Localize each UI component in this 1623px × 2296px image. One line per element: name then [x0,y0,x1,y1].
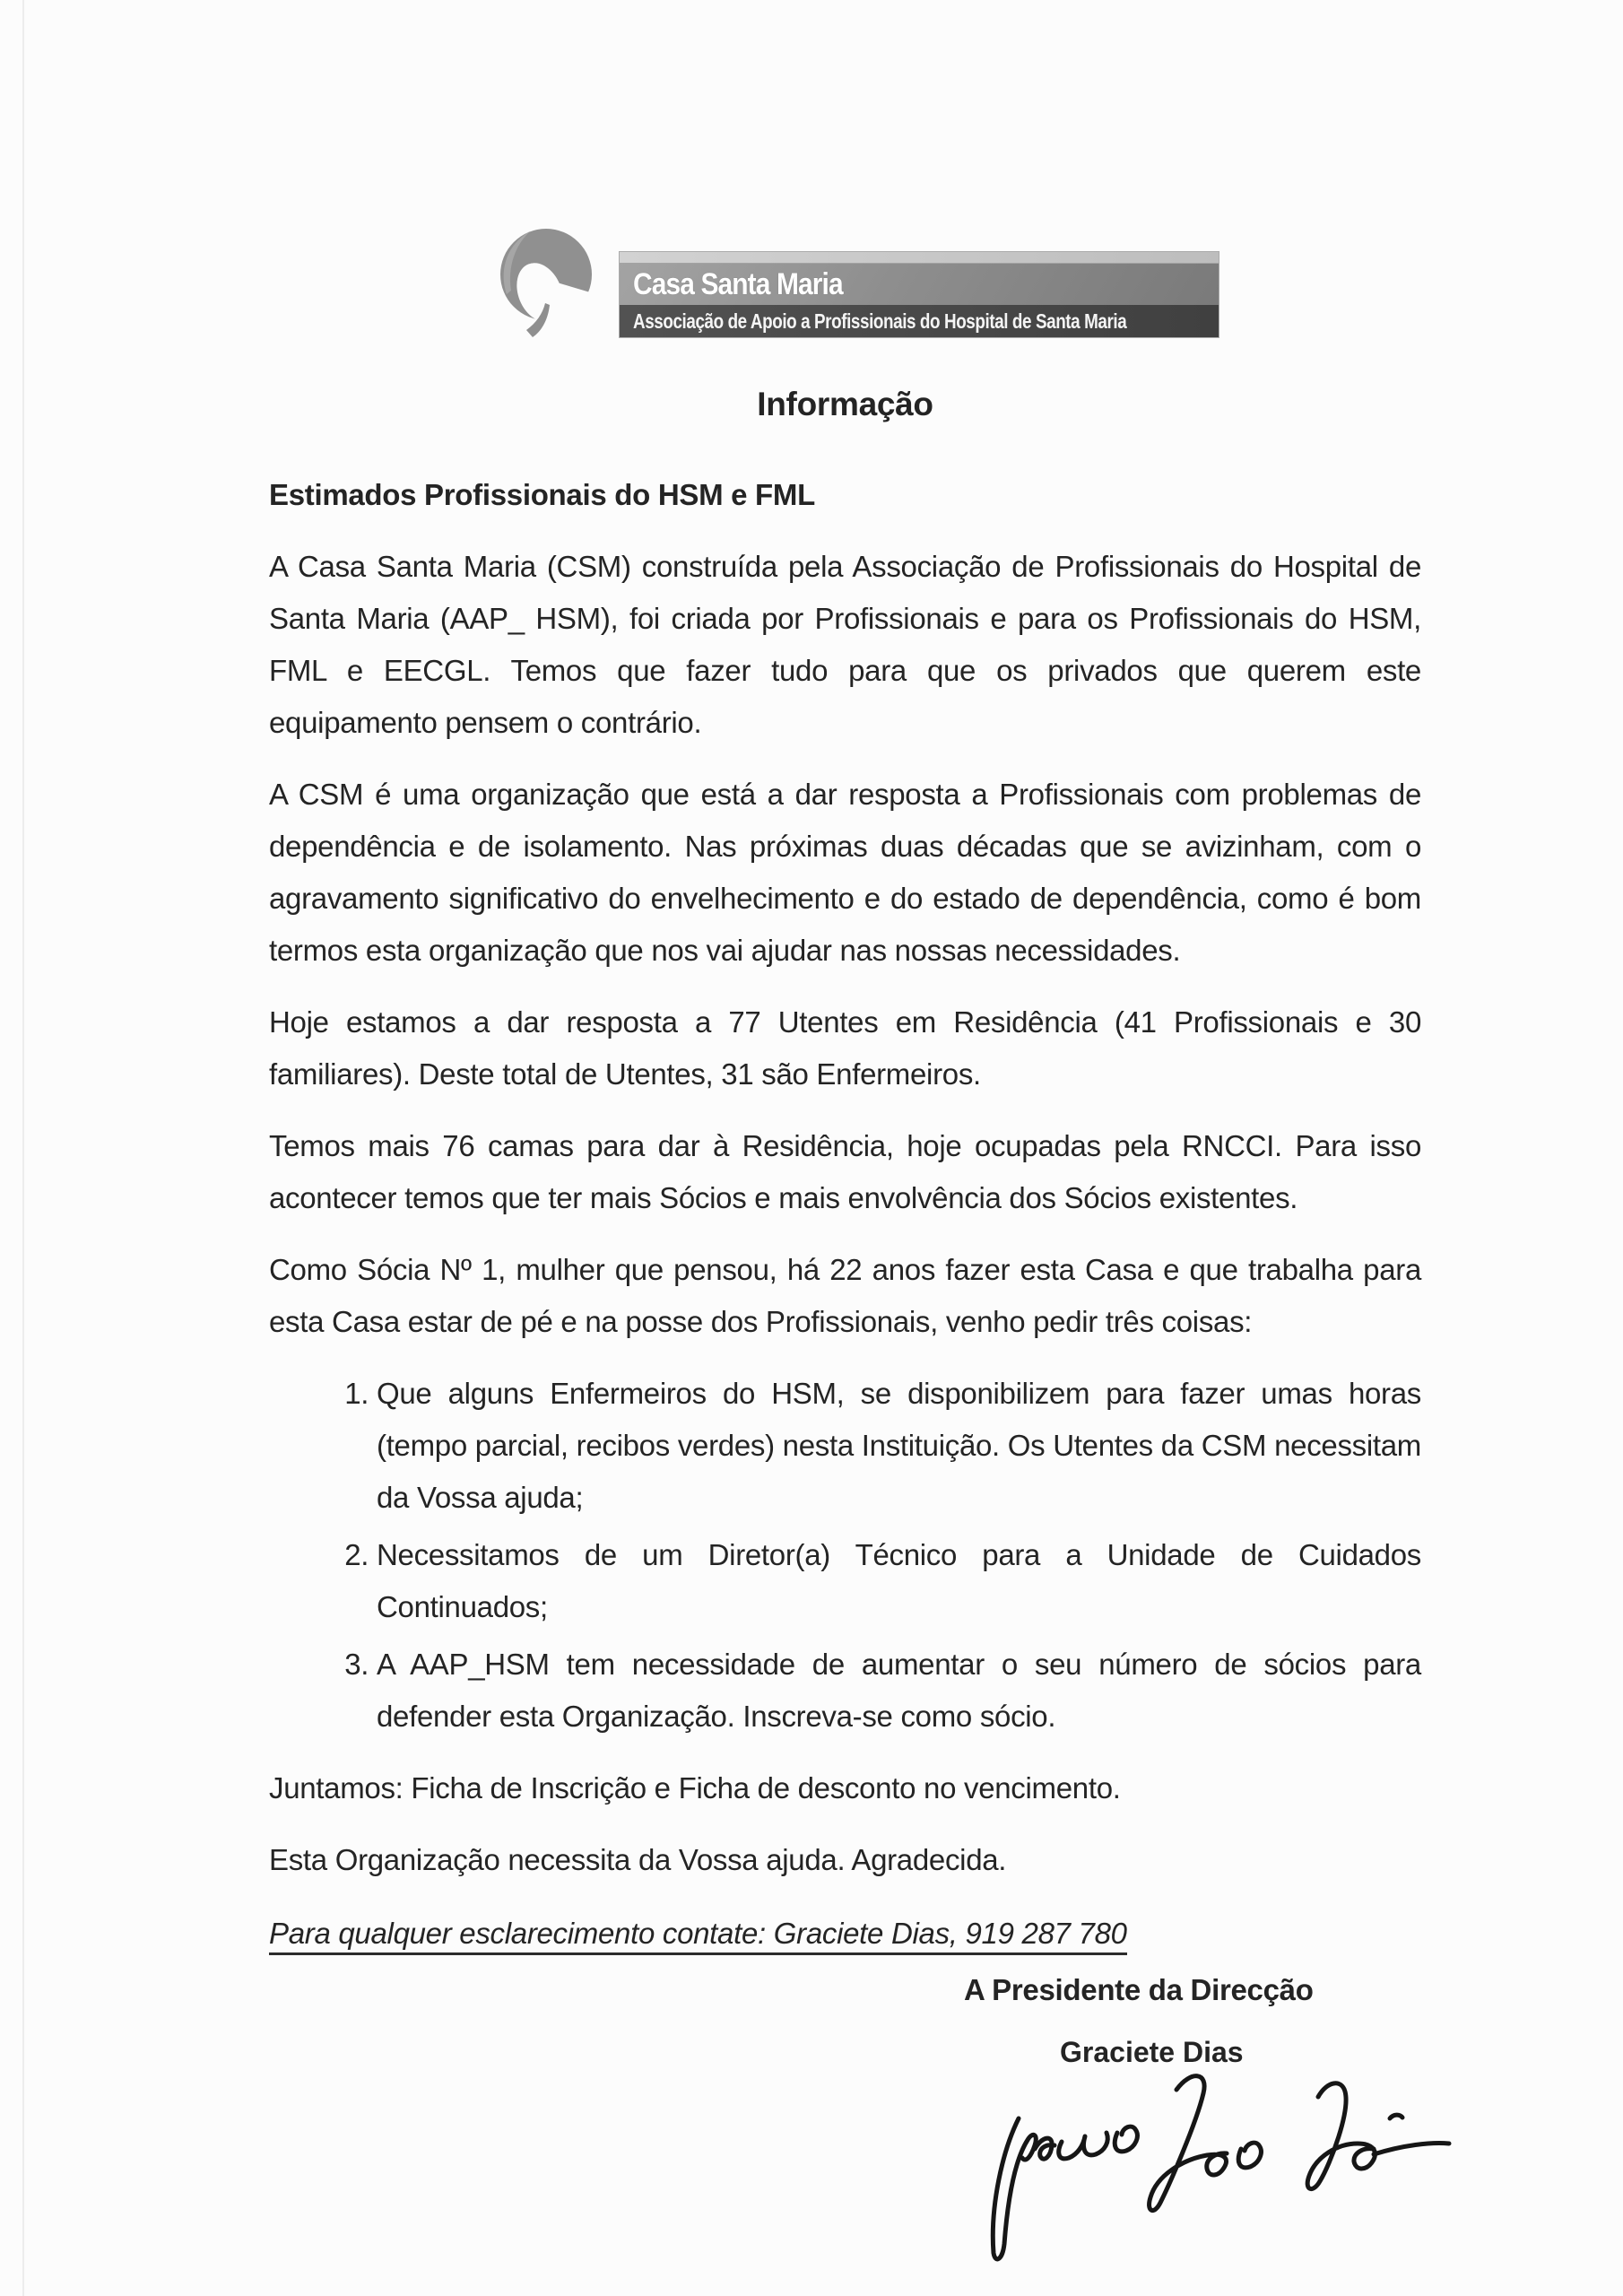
letter-paragraph-5: Como Sócia Nº 1, mulher que pensou, há 22 anos fazer esta Casa e que trabalha para esta Casa estar de pé e na posse dos Profissionais, venho pedir três coisas: [269,1253,1421,1338]
scan-artifact-line [22,0,24,2296]
signature-image [968,2063,1457,2269]
handwritten-signature-icon [968,2063,1457,2269]
org-name: Casa Santa Maria [633,266,843,301]
contact-line-row [269,1908,1421,1960]
request-item-1: 1. Que alguns Enfermeiros do HSM, se disponibilizem para fazer umas horas (tempo parcial, recibos verdes) nesta Instituição. Os Utentes da CSM necessitam da Vossa ajuda; [377,1368,1421,1524]
signoff-name: Graciete Dias [1060,2036,1244,2068]
signoff-role: A Presidente da Direcção [964,1973,1314,2006]
letter-salutation: Estimados Profissionais do HSM e FML [269,478,815,511]
request-list [269,1368,1421,1743]
letter-body [269,381,1421,1960]
request-item-2: 2. Necessitamos de um Diretor(a) Técnico para a Unidade de Cuidados Continuados; [377,1529,1421,1633]
crescent-logo-icon [496,221,596,339]
letter-paragraph-3: Hoje estamos a dar resposta a 77 Utentes em Residência (41 Profissionais e 30 familiares). Deste total de Utentes, 31 são Enfermeiros. [269,1005,1421,1091]
banner-subtitle-bar [620,305,1219,337]
letter-paragraph-4: Temos mais 76 camas para dar à Residência, hoje ocupadas pela RNCCI. Para isso acontecer temos que ter mais Sócios e mais envolvência dos Sócios existentes. [269,1129,1421,1214]
contact-line: Para qualquer esclarecimento contate: Graciete Dias, 919 287 780 [269,1917,1127,1955]
org-banner [619,251,1219,338]
banner-title-bar [620,264,1219,305]
letter-paragraph-2: A CSM é uma organização que está a dar resposta a Profissionais com problemas de dependência e de isolamento. Nas próximas duas décadas que se avizinham, com o agravamento significativo do envelhecimento e do estado de dependência, como é bom termos esta organização que nos vai ajudar nas nossas necessidades. [269,778,1421,967]
letter-title: Informação [757,386,933,422]
org-subtitle: Associação de Apoio a Profissionais do Hospital de Santa Maria [633,309,1127,333]
closing-paragraph-1: Juntamos: Ficha de Inscrição e Ficha de desconto no vencimento. [269,1771,1121,1805]
request-item-3: 3. A AAP_HSM tem necessidade de aumentar o seu número de sócios para defender esta Organização. Inscreva-se como sócio. [377,1639,1421,1743]
closing-paragraph-2: Esta Organização necessita da Vossa ajuda. Agradecida. [269,1843,1007,1876]
org-logo casa-santa-maria-logo-icon [496,221,596,339]
letter-paragraph-1: A Casa Santa Maria (CSM) construída pela Associação de Profissionais do Hospital de Santa Maria (AAP_ HSM), foi criada por Profissionais e para os Profissionais do HSM, FML e EECGL. Temos que fazer tudo para que os privados que querem este equipamento pensem o contrário. [269,550,1421,739]
banner-top-strip [620,252,1219,264]
